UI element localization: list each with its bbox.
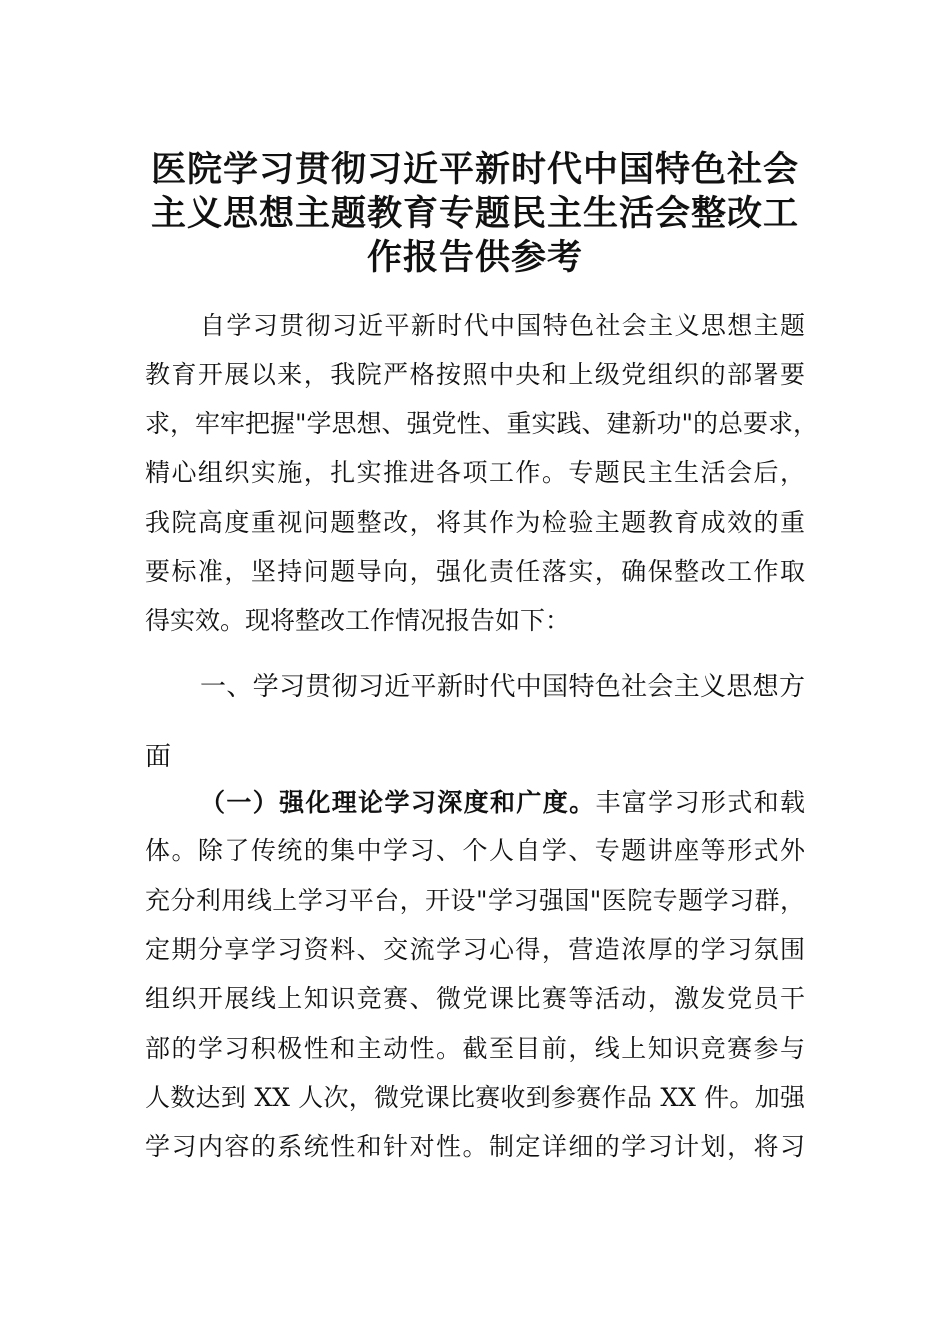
- subsection-paragraph-line: 人数达到 XX 人次，微党课比赛收到参赛作品 XX 件。加强: [145, 1083, 805, 1112]
- subsection-paragraph-line: 定期分享学习资料、交流学习心得，营造浓厚的学习氛围: [145, 935, 805, 964]
- section-heading-line: 面: [145, 742, 172, 772]
- document-title-line-1: 医院学习贯彻习近平新时代中国特色社会: [150, 150, 799, 190]
- section-heading-line: 一、学习贯彻习近平新时代中国特色社会主义思想方: [200, 672, 805, 702]
- subsection-paragraph-line: 学习内容的系统性和针对性。制定详细的学习计划，将习: [145, 1132, 805, 1161]
- intro-paragraph-line: 教育开展以来，我院严格按照中央和上级党组织的部署要: [145, 360, 805, 389]
- subsection-text: 丰富学习形式和载: [595, 788, 805, 817]
- intro-paragraph-line: 自学习贯彻习近平新时代中国特色社会主义思想主题: [200, 311, 805, 340]
- intro-paragraph-line: 我院高度重视问题整改，将其作为检验主题教育成效的重: [145, 508, 805, 537]
- subsection-paragraph-line: 组织开展线上知识竞赛、微党课比赛等活动，激发党员干: [145, 984, 805, 1013]
- subsection-first-line: [200, 788, 805, 818]
- subsection-paragraph-line: 部的学习积极性和主动性。截至目前，线上知识竞赛参与: [145, 1034, 805, 1063]
- subsection-paragraph-line: 充分利用线上学习平台，开设"学习强国"医院专题学习群，: [145, 886, 805, 915]
- subsection-heading: （一）强化理论学习深度和广度。: [200, 788, 596, 817]
- intro-paragraph-line: 得实效。现将整改工作情况报告如下：: [145, 606, 571, 635]
- intro-paragraph-line: 求，牢牢把握"学思想、强党性、重实践、建新功"的总要求，: [145, 409, 819, 438]
- document-title-line-3: 作报告供参考: [366, 238, 583, 278]
- document-title-line-2: 主义思想主题教育专题民主生活会整改工: [150, 194, 799, 234]
- subsection-paragraph-line: 体。除了传统的集中学习、个人自学、专题讲座等形式外: [145, 836, 805, 865]
- intro-paragraph-line: 精心组织实施，扎实推进各项工作。专题民主生活会后，: [145, 458, 805, 487]
- intro-paragraph-line: 要标准，坚持问题导向，强化责任落实，确保整改工作取: [145, 557, 805, 586]
